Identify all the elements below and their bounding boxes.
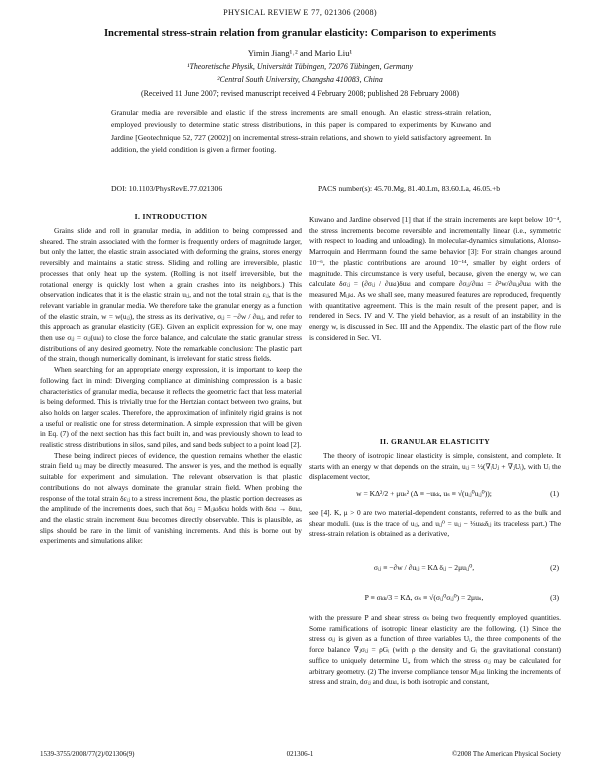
equation-2-number: (2): [550, 563, 559, 572]
received-dates: (Received 11 June 2007; revised manuscript received 4 February 2008; published 28 February 2008): [140, 89, 460, 98]
right-column-top: [309, 215, 561, 343]
paper-title: Incremental stress-strain relation from granular elasticity: Comparison to experiments: [103, 28, 497, 39]
paragraph: These being indirect pieces of evidence, the question remains whether the elastic strain field uᵢⱼ may be directly measured. The answer is yes, and the method is equally suitable for experiment and simulation. The relevant observation is that plastic contributions do not always dominate the granular strain field. When probing the response of the total strain δεᵢⱼ to a stress increment δσₖₗ, the plastic portion decreases as the amplitude of the increments does, such that δσᵢⱼ = Mᵢⱼₖₗδεₖₗ holds with δεₖₗ → δuₖₗ, and the elastic strain increment δuₖₗ becomes directly observable. This is plausible, as slips should be rare in the limit of vanishing increments. And this is borne out by experiments and simulations alike:: [40, 450, 302, 546]
paragraph: When searching for an appropriate energy expression, it is important to keep the following fact in mind: Diverging compliance at diminishing compression is a basic characteristics of granular media, because it reflects the geometric fact that less material is being deformed. This is trivially true for the Hertzian contact between two grains, but also holds on larger scales. Therefore, the approximation of infinitely rigid grains is not a useful or realistic one for stress determination. A simple expression that will be given in Eq. (7) of the next section has this fact built in, and was previously shown to lead to realistic stress distributions in silos, sand piles, and sand beds subject to a point load [2].: [40, 365, 302, 450]
doi-link[interactable]: DOI: 10.1103/PhysRevE.77.021306: [111, 184, 223, 193]
left-column: [40, 226, 302, 547]
footer-page-number: 021306-1: [286, 750, 314, 758]
running-header: PHYSICAL REVIEW E 77, 021306 (2008): [223, 8, 377, 17]
affiliation-2: ²Central South University, Changsha 410083, China: [217, 75, 383, 84]
affiliation-1: ¹Theoretische Physik, Universität Tübingen, 72076 Tübingen, Germany: [187, 62, 413, 71]
equation-2-body: σᵢⱼ ≡ −∂w / ∂uᵢⱼ = KΔ δᵢⱼ − 2μuᵢⱼ⁰,: [373, 563, 475, 572]
footer-issn: 1539-3755/2008/77(2)/021306(9): [40, 750, 135, 758]
ramifications-paragraph: [309, 613, 561, 688]
equation-1-number: (1): [550, 489, 559, 498]
equation-3: [309, 593, 561, 605]
pacs-numbers: PACS number(s): 45.70.Mg, 81.40.Lm, 83.60.La, 46.05.+b: [318, 184, 501, 193]
paragraph: Kuwano and Jardine observed [1] that if the strain increments are kept below 10⁻⁴, the stress increments become reversible and incrementally linear (i.e., symmetric with respect to loading and unloading). In molecular-dynamics simulations, Alonso-Marroquin and Herrmann found the same behavior [3]: For strain changes around 10⁻⁶, the plastic contributions are around 10⁻¹⁴, smaller by eight orders of magnitude. This circumstance is very useful, because, given the energy w, we can calculate δσᵢⱼ = (∂σᵢⱼ / ∂uₖₗ)δuₖₗ and compare ∂σᵢⱼ/∂uₖₗ = ∂²w/∂uᵢⱼ∂uₖₗ with the measured Mᵢⱼₖₗ. As we shall see, many measured features are reproduced, frequently with quantitative agreement. This is the main result of the present paper, and is rendered in Secs. IV and V. The yield behavior, as a result of an instability in the energy w, is discussed in Sec. III and the Appendix. The elastic part of the flow rule is considered in Sec. VI.: [309, 215, 561, 342]
paragraph: The theory of isotropic linear elasticity is simple, consistent, and complete. It starts with an energy w that depends on the strain, uᵢⱼ = ½(∇ᵢUⱼ + ∇ⱼUᵢ), with Uᵢ the displacement vector,: [309, 451, 561, 482]
equation-2: [309, 563, 561, 575]
moduli-paragraph: [309, 508, 561, 540]
section-heading-granular-elasticity: II. GRANULAR ELASTICITY: [379, 437, 491, 446]
paragraph: see [4]. K, μ > 0 are two material-dependent constants, referred to as the bulk and shear moduli. (uₖₖ is the trace of uᵢⱼ, and uᵢⱼ⁰ = uᵢⱼ − ⅓uₖₖδᵢⱼ its traceless part.) The stress-strain relation is obtained as a derivative,: [309, 508, 561, 539]
authors: Yimin Jiang¹˒² and Mario Liu¹: [247, 48, 353, 58]
equation-3-number: (3): [550, 593, 559, 602]
equation-3-body: P ≡ σₖₖ/3 = KΔ, σₛ ≡ √(σᵢⱼ⁰σᵢⱼ⁰) = 2μuₛ,: [364, 593, 484, 602]
equation-1-body: w = KΔ²/2 + μuₛ² (Δ ≡ −uₖₖ, uₛ ≡ √(uᵢⱼ⁰uᵢⱼ⁰));: [356, 489, 492, 498]
section-heading-introduction: I. INTRODUCTION: [134, 212, 208, 221]
abstract: Granular media are reversible and elastic if the stress increments are small enough. An elastic stress-strain relation, employed previously to determine static stress distributions, in this paper is compared to experiments by Kuwano and Jardine [Geotechnique 52, 727 (2002)] on incremental stress-strain relations, and shown to yield satisfactory agreement. In addition, the yield condition is given a firmer footing.: [111, 108, 491, 154]
paragraph: with the pressure P and shear stress σₛ being two frequently employed quantities. Some ramifications of isotropic linear elasticity are the following. (1) Since the stress σᵢⱼ is given as a function of three variables Uᵢ, the three components of the force balance ∇ⱼσᵢⱼ = ρGᵢ (with ρ the density and Gᵢ the gravitational constant) suffice to uniquely determine Uᵢ, from which the stress σᵢⱼ may be calculated for arbitrary geometry. (2) The inverse compliance tensor Mᵢⱼₖₗ linking the increments of stress and strain, dσᵢⱼ and duₖₗ, is both isotropic and constant,: [309, 613, 561, 687]
equation-1: [309, 489, 561, 501]
paragraph: Grains slide and roll in granular media, in addition to being compressed and sheared. The strain associated with the former is frequently orders of magnitude larger, but only the latter, the elastic strain associated with deforming the grains, stores energy reversibly and maintains a static stress. Sliding and rolling are irreversible, plastic processes that only heat up the system. (Rolling is not itself irreversible, but the rotational energy is quickly lost when a grain crashes into its neighbors.) This observation indicates that it is the elastic strain uᵢⱼ, and not the total strain εᵢⱼ, that is the relevant variable in granular media. We therefore take the granular energy as a function of the elastic strain, w = w(uᵢⱼ), the stress as its derivative, σᵢⱼ = −∂w / ∂uᵢⱼ, and refer to this approach as granular elasticity (GE). Given an explicit expression for w, one may then use σᵢⱼ = σᵢⱼ(uₖₗ) to close the force balance, and calculate the static granular stress distributions of any desired geometry. Note the remarkable conclusion: The plastic part of the strain, though numerically dominant, is irrelevant for static stress fields.: [40, 226, 302, 364]
footer-copyright: ©2008 The American Physical Society: [451, 750, 561, 758]
right-column-section2: [309, 451, 561, 483]
